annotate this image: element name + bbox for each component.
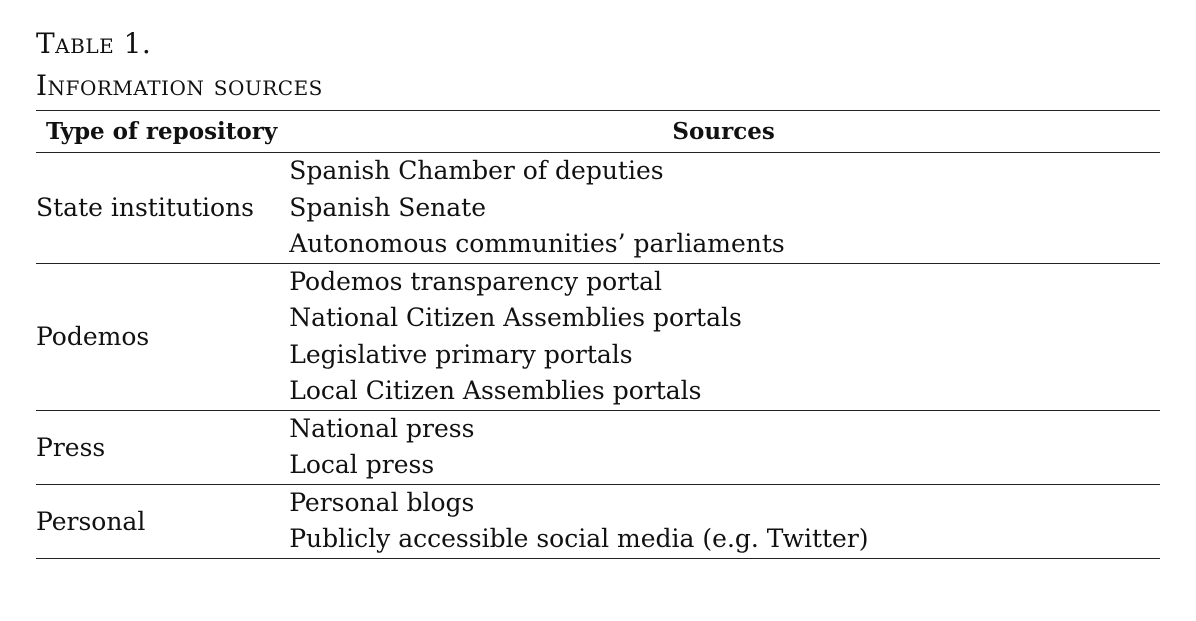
source-item: Legislative primary portals [289, 339, 633, 369]
sources-cell [287, 410, 1160, 484]
table-header-row [36, 111, 1160, 153]
repository-type-cell: Personal [36, 506, 146, 536]
source-item: Local press [289, 450, 435, 479]
table-row [36, 410, 1160, 484]
repository-type-cell: Press [36, 410, 287, 484]
source-item: Podemos transparency portal [289, 266, 663, 296]
sources-cell [287, 153, 1160, 264]
source-item: National Citizen Assemblies portals [289, 303, 742, 332]
table-row [36, 153, 1160, 264]
repository-type-cell: Podemos [36, 263, 287, 410]
source-item: Autonomous communities’ parliaments [289, 229, 785, 258]
information-sources-table [36, 110, 1160, 559]
table-number: Table 1. [36, 27, 152, 60]
repository-type-cell: State institutions [36, 153, 287, 264]
sources-cell [287, 484, 1160, 558]
source-item: Spanish Senate [289, 192, 487, 222]
table-row [36, 484, 1160, 558]
source-item: National press [289, 413, 475, 443]
header-sources: Sources [287, 111, 1160, 153]
header-type-of-repository: Type of repository [36, 111, 287, 153]
table-title: Information sources [36, 69, 323, 102]
source-item: Publicly accessible social media (e.g. Twitter) [289, 524, 869, 553]
source-item: Personal blogs [289, 487, 475, 517]
source-item: Spanish Chamber of deputies [289, 156, 664, 185]
source-item: Local Citizen Assemblies portals [289, 376, 702, 405]
sources-cell [287, 263, 1160, 410]
table-row [36, 263, 1160, 410]
